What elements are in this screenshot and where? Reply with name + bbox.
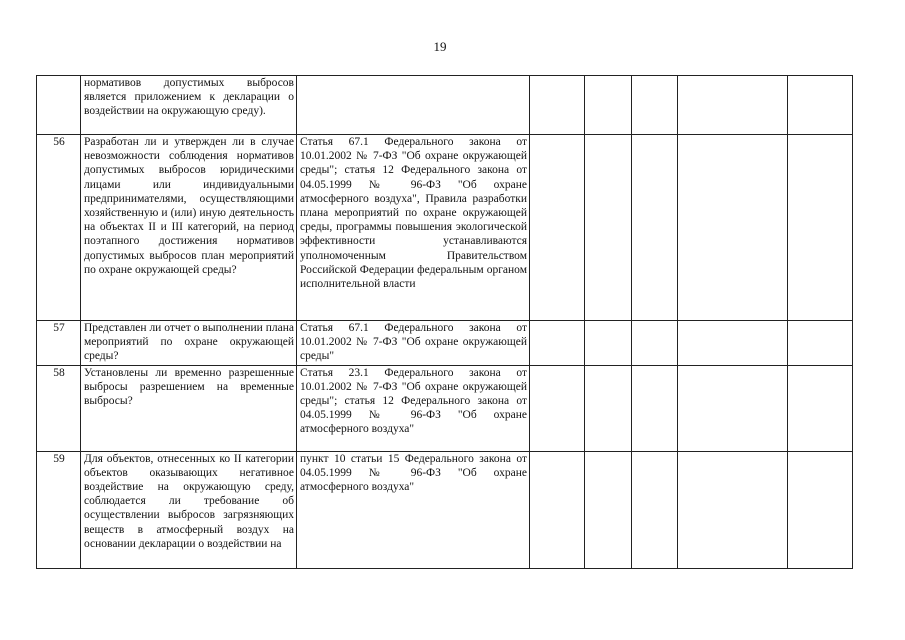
question-text: Для объектов, отнесенных ко II категории объектов оказывающих негативное воздействие на окружающую среду, соблюдается ли требование об осуществлении выбросов загрязняющих веществ в атмосферный воздух на основании декларации о воздействии на — [84, 452, 294, 550]
empty-cell — [788, 365, 853, 451]
empty-cell — [530, 365, 585, 451]
checklist-table — [36, 75, 853, 569]
empty-cell — [585, 321, 632, 366]
empty-cell — [678, 76, 788, 135]
question-cell: Установлены ли временно разрешенные выбросы разрешением на временные выбросы? — [81, 365, 297, 451]
empty-cell — [788, 135, 853, 321]
reference-cell — [297, 76, 530, 135]
empty-cell — [530, 76, 585, 135]
question-cell: Разработан ли и утвержден ли в случае невозможности соблюдения нормативов допустимых выбросов юридическими лицами или индивидуальными предпринимателями, осуществляющими хозяйственную и (или) иную деятельность на объектах II и III категорий, на период поэтапного достижения нормативов допустимых выбросов план мероприятий по охране окружающей среды? — [81, 135, 297, 321]
page-number: 19 — [433, 39, 447, 54]
question-cell: Представлен ли отчет о выполнении плана мероприятий по охране окружающей среды? — [81, 321, 297, 366]
table-row — [37, 135, 853, 321]
question-cell: нормативов допустимых выбросов является приложением к декларации о воздействии на окружающую среду). — [81, 76, 297, 135]
reference-cell: Статья 67.1 Федерального закона от 10.01.2002 № 7-ФЗ "Об охране окружающей среды"; статья 12 Федерального закона от 04.05.1999 № 96-ФЗ "Об охране атмосферного воздуха", Правила разработки плана мероприятий по охране окружающей среды, программы повышения экологической эффективности устанавливаются уполномоченным Правительством Российской Федерации федеральным органом исполнительной власти — [297, 135, 530, 321]
empty-cell — [788, 451, 853, 568]
row-number: 57 — [37, 321, 81, 366]
row-number — [37, 76, 81, 135]
reference-cell: пункт 10 статьи 15 Федерального закона от 04.05.1999 № 96-ФЗ "Об охране атмосферного воздуха" — [297, 451, 530, 568]
reference-cell: Статья 23.1 Федерального закона от 10.01.2002 № 7-ФЗ "Об охране окружающей среды"; статья 12 Федерального закона от 04.05.1999 № 96-ФЗ "Об охране атмосферного воздуха" — [297, 365, 530, 451]
table-row — [37, 365, 853, 451]
empty-cell — [585, 451, 632, 568]
empty-cell — [678, 365, 788, 451]
empty-cell — [530, 321, 585, 366]
table-row — [37, 76, 853, 135]
row-number: 59 — [37, 451, 81, 568]
empty-cell — [788, 321, 853, 366]
reference-cell: Статья 67.1 Федерального закона от 10.01.2002 № 7-ФЗ "Об охране окружающей среды" — [297, 321, 530, 366]
empty-cell — [788, 76, 853, 135]
empty-cell — [585, 76, 632, 135]
empty-cell — [632, 135, 678, 321]
empty-cell — [678, 321, 788, 366]
empty-cell — [632, 365, 678, 451]
empty-cell — [678, 135, 788, 321]
table-row — [37, 451, 853, 568]
question-cell — [81, 451, 297, 568]
empty-cell — [530, 135, 585, 321]
empty-cell — [585, 365, 632, 451]
empty-cell — [632, 451, 678, 568]
table-row — [37, 321, 853, 366]
empty-cell — [585, 135, 632, 321]
row-number: 56 — [37, 135, 81, 321]
empty-cell — [678, 451, 788, 568]
row-number: 58 — [37, 365, 81, 451]
empty-cell — [632, 321, 678, 366]
empty-cell — [530, 451, 585, 568]
empty-cell — [632, 76, 678, 135]
